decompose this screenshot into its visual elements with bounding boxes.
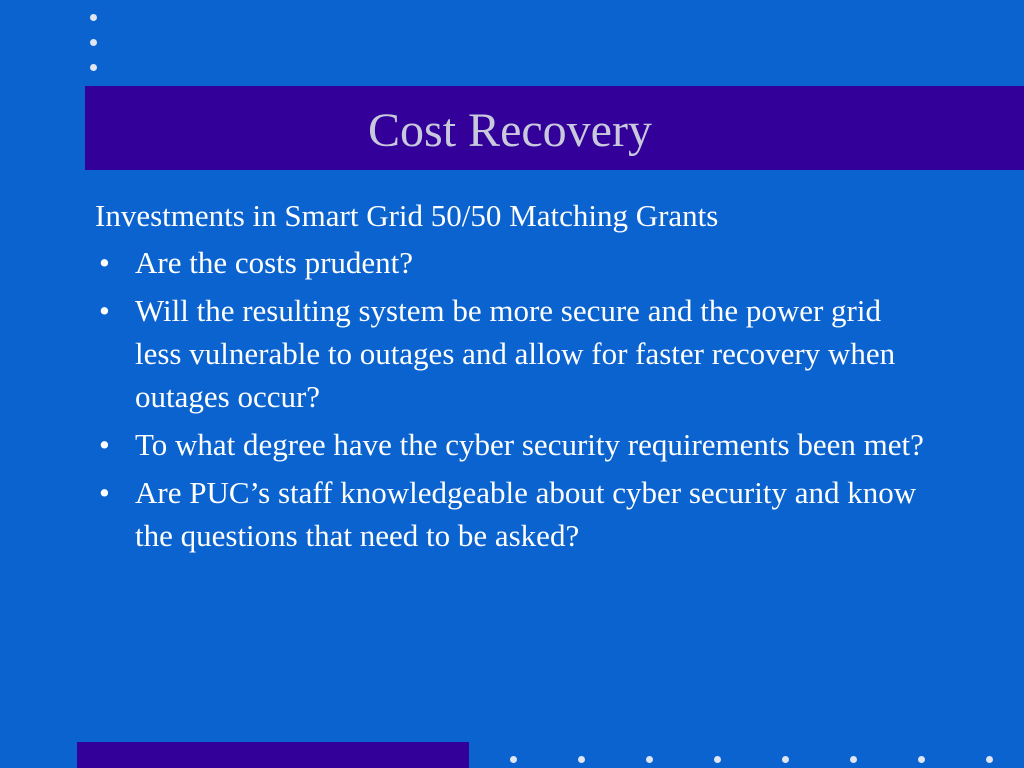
bullet-text: Will the resulting system be more secure and the power grid less vulnerable to outages and allow for faster recovery when outages occur? xyxy=(135,293,896,414)
decor-dot-bottom-7 xyxy=(918,756,925,763)
bullet-text: To what degree have the cyber security requirements been met? xyxy=(135,427,924,462)
bullet-icon: • xyxy=(99,427,110,462)
bullet-item xyxy=(95,471,935,557)
bullet-icon: • xyxy=(99,475,110,510)
decor-dot-top-2 xyxy=(90,39,97,46)
decor-dot-bottom-6 xyxy=(850,756,857,763)
bullet-item xyxy=(95,289,935,418)
bullet-text: Are PUC’s staff knowledgeable about cyber security and know the questions that need to be asked? xyxy=(135,475,917,553)
decor-dot-bottom-8 xyxy=(986,756,993,763)
bullet-text: Are the costs prudent? xyxy=(135,245,414,280)
slide-body xyxy=(95,194,935,562)
decor-dot-bottom-2 xyxy=(578,756,585,763)
decor-dot-top-1 xyxy=(90,14,97,21)
bullet-list xyxy=(95,241,935,557)
decor-dot-bottom-1 xyxy=(510,756,517,763)
bullet-icon: • xyxy=(99,245,110,280)
bullet-icon: • xyxy=(99,293,110,328)
decor-dot-top-3 xyxy=(90,64,97,71)
bullet-item xyxy=(95,241,935,284)
bullet-item xyxy=(95,423,935,466)
footer-band xyxy=(77,742,469,768)
decor-dot-bottom-5 xyxy=(782,756,789,763)
decor-dot-bottom-4 xyxy=(714,756,721,763)
slide-title: Cost Recovery xyxy=(368,104,652,157)
decor-dot-bottom-3 xyxy=(646,756,653,763)
lead-line: Investments in Smart Grid 50/50 Matching Grants xyxy=(95,198,719,233)
